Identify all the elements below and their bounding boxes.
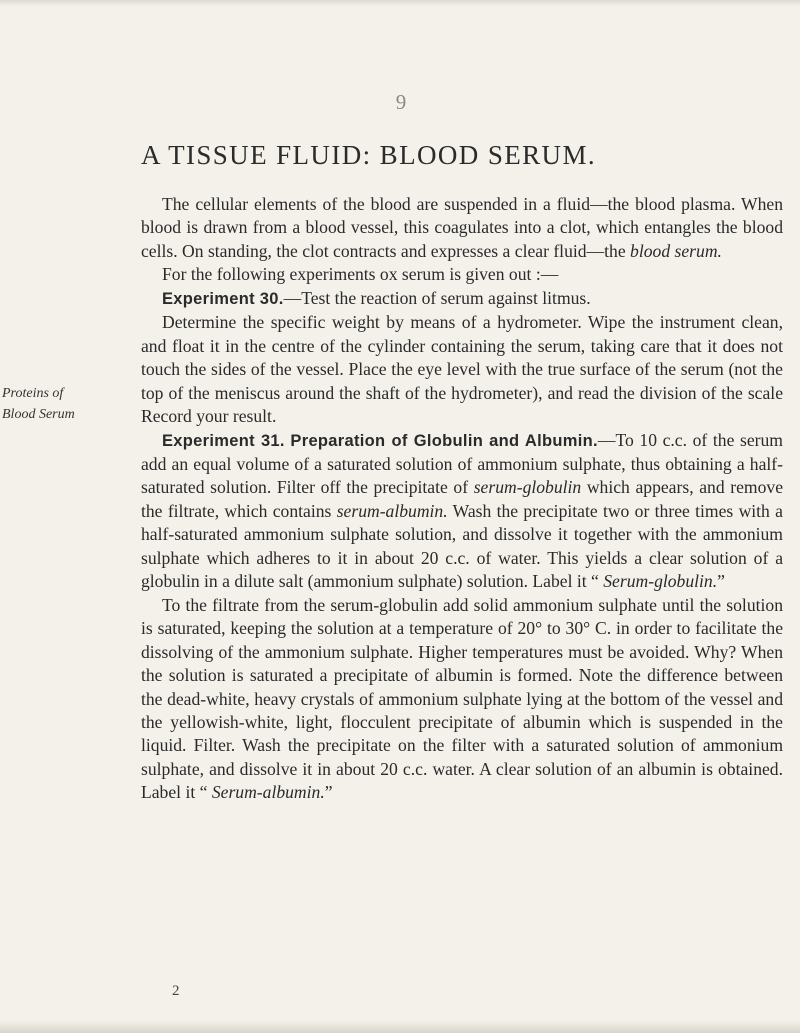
filtrate-text-1: To the filtrate from the serum-globulin add solid ammonium sulphate until the solution is saturated, keeping the solution at a temperature of 20° to 30° C. in order to facilitate the dissolving of the ammonium sulphate. Higher temperatures must be avoided. Why? When the solution is saturated a precipitate of albumin is formed. Note the difference between the dead-white, heavy crystals of ammonium sulphate lying at the bottom of the vessel and the yellowish-white, light, flocculent precipitate of albumin which is suspended in the liquid. Filter. Wash the precipitate on the filter with a saturated solution of ammonium sulphate, and dissolve it in about 20 c.c. water. A clear solution of an albumin is obtained. Label it “ xyxy=(141,594,783,803)
experiment-30-paragraph xyxy=(141,287,783,311)
page-number: 9 xyxy=(395,90,407,114)
margin-note-line-1: Proteins of xyxy=(2,386,64,401)
ox-serum-paragraph: For the following experiments ox serum is given out :— xyxy=(162,264,559,285)
serum-albumin-label: Serum-albumin. xyxy=(211,782,325,803)
body-text xyxy=(141,193,783,805)
experiment-31-paragraph xyxy=(141,429,783,594)
margin-note-line-2: Blood Serum xyxy=(2,407,75,422)
experiment-31-text-1: —To 10 c.c. of the serum add an equal volume of a saturated solution of ammonium sulphate, thus obtaining a half-saturated solution. Filter off the precipitate of xyxy=(141,429,783,498)
experiment-31-heading: Experiment 31. xyxy=(162,431,285,450)
serum-globulin-label: Serum-globulin. xyxy=(603,571,718,592)
filtrate-text-2: ” xyxy=(324,782,333,803)
serum-albumin-term: serum-albumin. xyxy=(336,500,448,521)
experiment-31-text-3: Wash the precipitate two or three times with a half-saturated ammonium sulphate solution, and dissolve it together with the ammonium sulphate which adheres to it in about 20 c.c. of water. This yields a clear solution of a globulin in a dilute salt (ammonium sulphate) solution. Label it “ xyxy=(141,500,783,592)
page-title: A TISSUE FLUID: BLOOD SERUM. xyxy=(141,140,596,170)
experiment-31-subheading: Preparation of Globulin and Albumin. xyxy=(290,431,598,450)
filtrate-paragraph xyxy=(141,594,783,805)
experiment-30-heading: Experiment 30. xyxy=(162,289,284,308)
page-bottom-edge xyxy=(0,1020,800,1033)
blood-serum-term: blood serum. xyxy=(630,240,722,261)
specific-gravity-paragraph: Determine the specific weight by means of a hydrometer. Wipe the instrument clean, and float it in the centre of the cylinder containing the serum, taking care that it does not touch the sides of the vessel. Place the eye level with the true surface of the serum (not the top of the meniscus around the shaft of the hydrometer), and read the division of the scale Record your result. xyxy=(141,312,783,427)
page-top-edge xyxy=(0,0,800,6)
margin-note xyxy=(2,383,122,425)
intro-text: The cellular elements of the blood are suspended in a fluid—the blood plasma. When blood is drawn from a blood vessel, this coagulates into a clot, which entangles the blood cells. On standing, the clot contracts and expresses a clear fluid—the xyxy=(141,194,783,261)
experiment-31-text-4: ” xyxy=(717,571,725,592)
experiment-30-text: —Test the reaction of serum against litmus. xyxy=(283,287,591,308)
experiment-31-text-2: which appears, and remove the filtrate, which contains xyxy=(141,477,784,521)
serum-globulin-term: serum-globulin xyxy=(473,477,582,498)
signature-mark: 2 xyxy=(172,983,180,999)
intro-paragraph xyxy=(141,193,783,263)
